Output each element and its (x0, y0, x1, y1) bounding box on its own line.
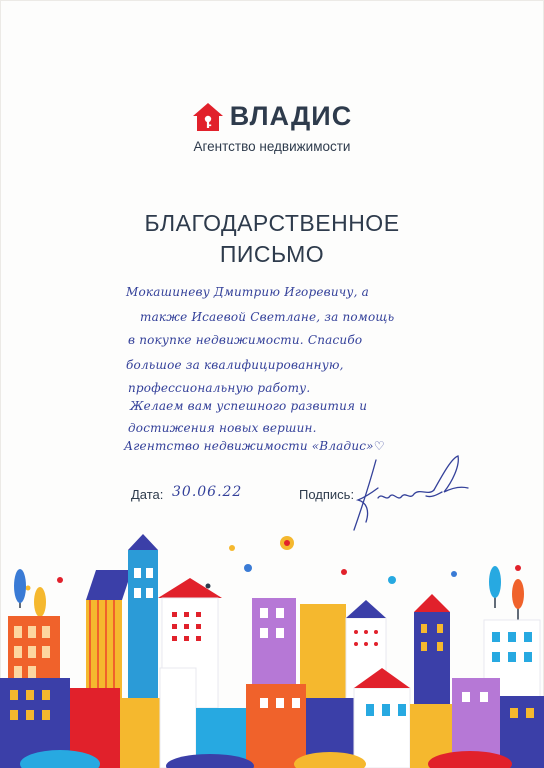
letter-line: большое за квалифицированную, (126, 358, 344, 372)
house-key-icon (192, 102, 224, 132)
letter-line: достижения новых вершин. (128, 421, 317, 435)
letter-line: Мокашиневу Дмитрию Игоревичу, а (126, 285, 369, 299)
document-title-line-2: ПИСЬМО (219, 241, 325, 267)
date-label: Дата: (131, 487, 164, 502)
brand-tagline: Агентство недвижимости (193, 139, 351, 154)
signature-label: Подпись: (299, 487, 355, 502)
handwritten-signature (348, 452, 478, 538)
document-title (0, 208, 544, 270)
letter-line: в покупке недвижимости. Спасибо (128, 333, 363, 347)
document-title-line-1: БЛАГОДАРСТВЕННОЕ (144, 210, 400, 236)
brand-logo (0, 101, 544, 132)
letter-line: профессиональную работу. (128, 381, 311, 395)
letter-line: Желаем вам успешного развития и (130, 399, 368, 413)
date-value: 30.06.22 (172, 484, 243, 500)
letter-line: Агентство недвижимости «Владис»♡ (124, 439, 385, 453)
city-illustration (0, 528, 544, 768)
letter-line: также Исаевой Светлане, за помощь (140, 310, 395, 324)
brand-name: ВЛАДИС (229, 101, 353, 131)
